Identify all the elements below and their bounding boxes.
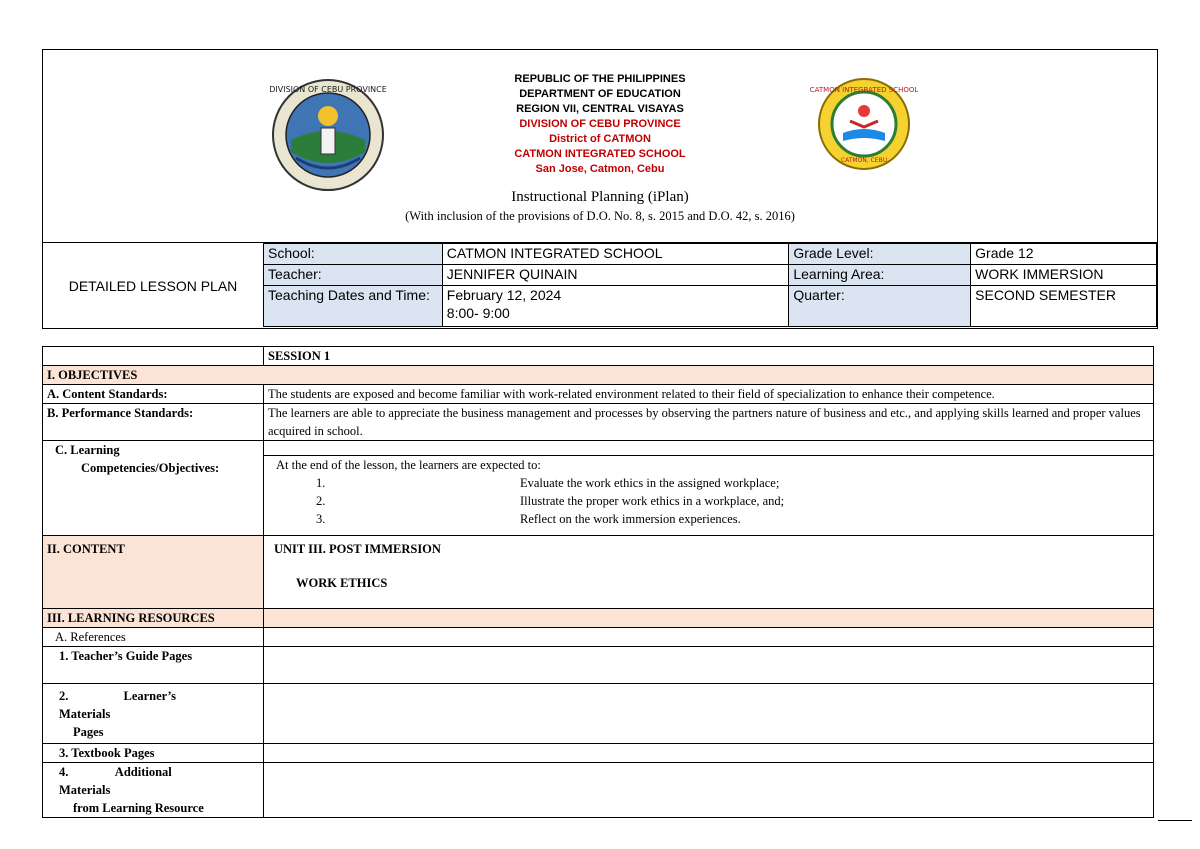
additional-materials-line-1: 4. Additional Materials	[59, 765, 172, 797]
header-line-address: San Jose, Catmon, Cebu	[535, 163, 665, 175]
svg-text:CATMON INTEGRATED SCHOOL: CATMON INTEGRATED SCHOOL	[809, 86, 919, 94]
competency-item: 1. Evaluate the work ethics in the assigned workplace;	[316, 476, 780, 490]
teaching-time: 8:00- 9:00	[446, 305, 510, 321]
session-label: SESSION 1	[264, 347, 1154, 366]
teachers-guide-pages-cell	[264, 647, 1154, 684]
grade-level-label: Grade Level:	[789, 244, 971, 265]
document-title: Instructional Planning (iPlan)	[511, 189, 689, 205]
teaching-dates-label: Teaching Dates and Time:	[264, 286, 443, 327]
school-info-table	[263, 243, 1157, 327]
content-cell	[264, 536, 1154, 609]
learning-resources-blank	[264, 609, 1154, 628]
quarter-value: SECOND SEMESTER	[971, 286, 1157, 327]
document-header	[42, 49, 1158, 243]
header-line-region: REGION VII, CENTRAL VISAYAS	[516, 103, 684, 115]
header-line-deped: DEPARTMENT OF EDUCATION	[519, 88, 681, 100]
header-address-block	[43, 72, 1157, 177]
additional-materials-label	[43, 763, 264, 818]
learners-materials-line-1: 2. Learner’s Materials	[59, 689, 177, 721]
school-seal-icon	[809, 77, 919, 171]
competencies-intro: At the end of the lesson, the learners are expected to:	[276, 458, 541, 472]
additional-materials-cell	[264, 763, 1154, 818]
performance-standards-label: B. Performance Standards:	[43, 404, 264, 441]
content-standards-label: A. Content Standards:	[43, 385, 264, 404]
svg-text:DIVISION OF CEBU PROVINCE: DIVISION OF CEBU PROVINCE	[269, 85, 387, 94]
competencies-cell	[264, 441, 1154, 536]
learners-materials-pages-cell	[264, 684, 1154, 744]
competencies-label-line-2: Competencies/Objectives:	[81, 461, 220, 475]
objectives-heading: I. OBJECTIVES	[43, 366, 1154, 385]
lesson-plan-table	[42, 346, 1154, 818]
competency-item: 2. Illustrate the proper work ethics in a workplace, and;	[316, 494, 785, 508]
teachers-guide-pages-label: 1. Teacher’s Guide Pages	[43, 647, 264, 684]
performance-standards-text: The learners are able to appreciate the business management and processes by observing the partners nature of business and etc., and applying skills learned and proper values acquired in school.	[264, 404, 1154, 441]
table-edge-line	[1158, 820, 1192, 821]
header-line-republic: REPUBLIC OF THE PHILIPPINES	[514, 73, 686, 85]
header-line-district: District of CATMON	[549, 133, 651, 145]
teacher-label: Teacher:	[264, 265, 443, 286]
content-heading: II. CONTENT	[43, 536, 264, 609]
svg-text:CATMON, CEBU: CATMON, CEBU	[840, 157, 888, 164]
school-label: School:	[264, 244, 443, 265]
competencies-label	[43, 441, 264, 536]
header-line-division: DIVISION OF CEBU PROVINCE	[519, 118, 681, 130]
quarter-label: Quarter:	[789, 286, 971, 327]
learning-area-value: WORK IMMERSION	[971, 265, 1157, 286]
content-topic: WORK ETHICS	[296, 576, 388, 590]
content-unit: UNIT III. POST IMMERSION	[274, 542, 441, 556]
learning-area-label: Learning Area:	[789, 265, 971, 286]
textbook-pages-cell	[264, 744, 1154, 763]
school-value: CATMON INTEGRATED SCHOOL	[442, 244, 789, 265]
school-seal-logo	[809, 77, 919, 171]
grade-level-value: Grade 12	[971, 244, 1157, 265]
learning-resources-heading: III. LEARNING RESOURCES	[43, 609, 264, 628]
detailed-lesson-plan-label: DETAILED LESSON PLAN	[68, 277, 238, 294]
content-standards-text: The students are exposed and become familiar with work-related environment related to their field of specialization to enhance their competence.	[264, 385, 1154, 404]
textbook-pages-label: 3. Textbook Pages	[43, 744, 264, 763]
teaching-date: February 12, 2024	[446, 287, 562, 303]
lesson-plan-info	[42, 243, 1158, 329]
teaching-dates-value	[442, 286, 789, 327]
learners-materials-pages-label	[43, 684, 264, 744]
references-label: A. References	[43, 628, 264, 647]
additional-materials-line-2: from Learning Resource	[73, 801, 204, 815]
references-cell	[264, 628, 1154, 647]
header-line-school: CATMON INTEGRATED SCHOOL	[514, 148, 686, 160]
session-blank-cell	[43, 347, 264, 366]
competencies-label-line-1: C. Learning	[55, 443, 120, 457]
teacher-value: JENNIFER QUINAIN	[442, 265, 789, 286]
document-subtitle: (With inclusion of the provisions of D.O. No. 8, s. 2015 and D.O. 42, s. 2016)	[405, 209, 795, 223]
competency-item: 3. Reflect on the work immersion experiences.	[316, 512, 741, 526]
learners-materials-line-2: Pages	[73, 725, 104, 739]
